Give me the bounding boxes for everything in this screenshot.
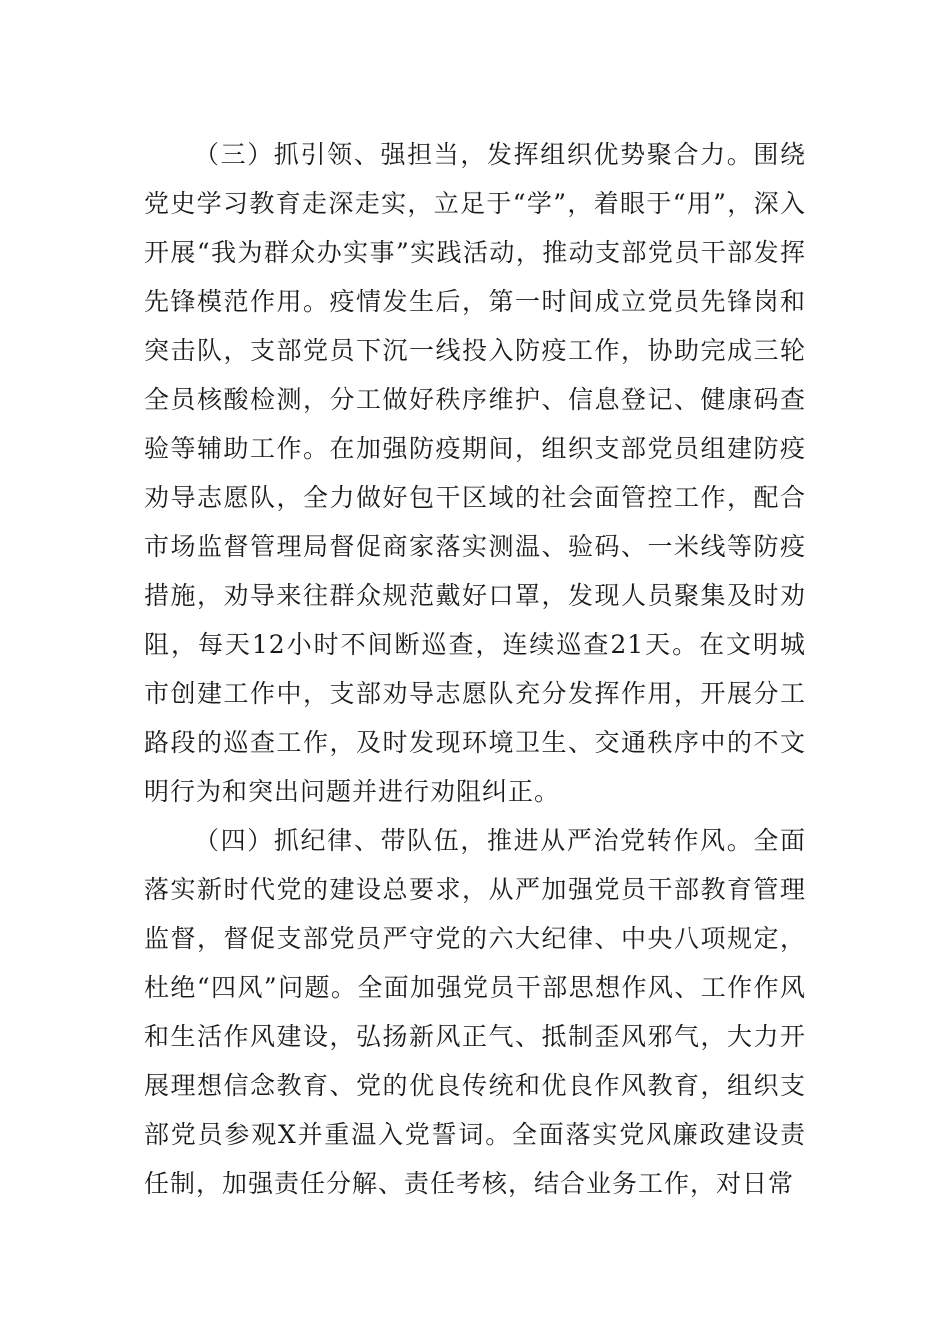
document-body: [144, 130, 806, 1208]
paragraph-section-4: （四）抓纪律、带队伍，推进从严治党转作风。全面落实新时代党的建设总要求，从严加强党员干部教育管理监督，督促支部党员严守党的六大纪律、中央八项规定，杜绝“四风”问题。全面加强党员干部思想作风、工作作风和生活作风建设，弘扬新风正气、抵制歪风邪气，大力开展理想信念教育、党的优良传统和优良作风教育，组织支部党员参观X并重温入党誓词。全面落实党风廉政建设责任制，加强责任分解、责任考核，结合业务工作，对日常: [144, 826, 806, 1198]
paragraph-section-3: （三）抓引领、强担当，发挥组织优势聚合力。围绕党史学习教育走深走实，立足于“学”，着眼于“用”，深入开展“我为群众办实事”实践活动，推动支部党员干部发挥先锋模范作用。疫情发生后，第一时间成立党员先锋岗和突击队，支部党员下沉一线投入防疫工作，协助完成三轮全员核酸检测，分工做好秩序维护、信息登记、健康码查验等辅助工作。在加强防疫期间，组织支部党员组建防疫劝导志愿队，全力做好包干区域的社会面管控工作，配合市场监督管理局督促商家落实测温、验码、一米线等防疫措施，劝导来往群众规范戴好口罩，发现人员聚集及时劝阻，每天12小时不间断巡查，连续巡查21天。在文明城市创建工作中，支部劝导志愿队充分发挥作用，开展分工路段的巡查工作，及时发现环境卫生、交通秩序中的不文明行为和突出问题并进行劝阻纠正。: [144, 140, 806, 806]
